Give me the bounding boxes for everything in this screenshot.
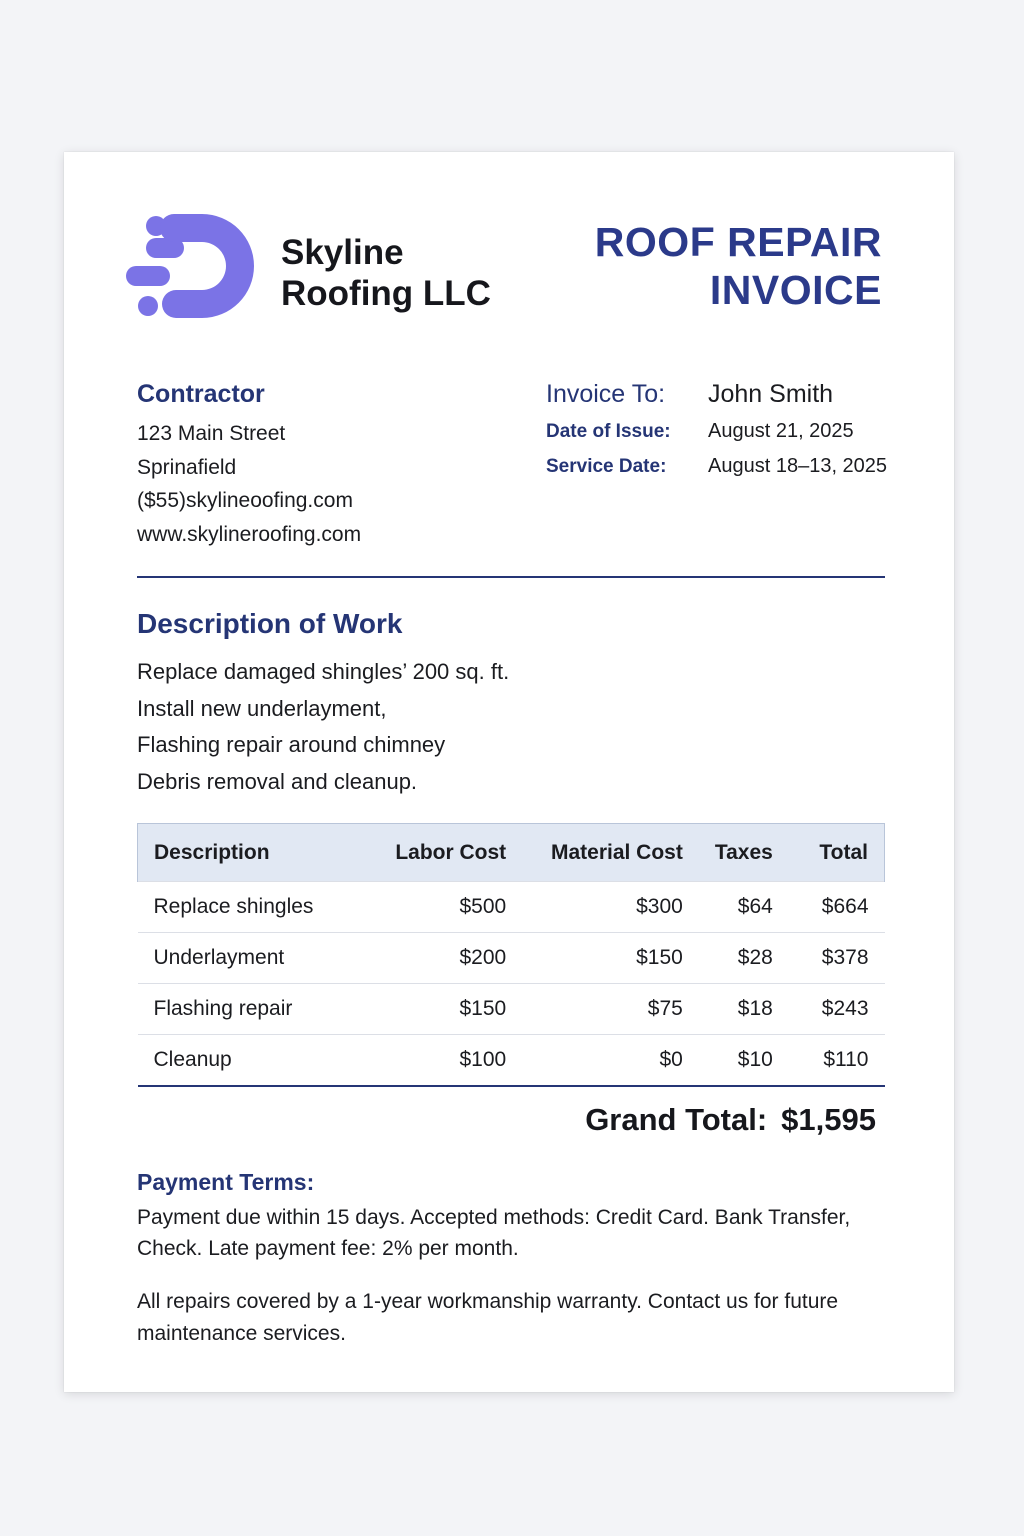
cell-total: $664 (789, 882, 885, 933)
column-header-taxes: Taxes (699, 824, 789, 882)
cell-taxes: $18 (699, 984, 789, 1035)
issue-date-value: August 21, 2025 (708, 420, 854, 442)
table-row (138, 984, 885, 1035)
service-date-label: Service Date: (546, 456, 667, 477)
column-header-total: Total (789, 824, 885, 882)
invoice-title-line2: INVOICE (709, 267, 882, 313)
contractor-website: www.skylineroofing.com (137, 522, 362, 546)
grand-total-label: Grand Total: (585, 1102, 768, 1137)
warranty-text: All repairs covered by a 1-year workmanship warranty. Contact us for future maintenance services. (137, 1290, 839, 1345)
company-name-line2: Roofing LLC (281, 274, 491, 313)
cell-material: $75 (522, 984, 699, 1035)
cell-taxes: $10 (699, 1035, 789, 1087)
cell-description: Replace shingles (138, 882, 344, 933)
cell-material: $0 (522, 1035, 699, 1087)
section-divider (137, 576, 885, 578)
contractor-heading: Contractor (137, 380, 265, 408)
invoice-to-value: John Smith (708, 380, 834, 408)
work-item: Replace damaged shingles’ 200 sq. ft. (137, 659, 510, 684)
cell-taxes: $28 (699, 933, 789, 984)
table-row (138, 933, 885, 984)
cost-table-wrapper (137, 823, 885, 1087)
cell-description: Underlayment (138, 933, 344, 984)
company-name-line1: Skyline (281, 233, 404, 272)
column-header-material: Material Cost (522, 824, 699, 882)
cell-taxes: $64 (699, 882, 789, 933)
invoice-title (595, 218, 882, 314)
cell-material: $300 (522, 882, 699, 933)
cell-total: $243 (789, 984, 885, 1035)
issue-date-label: Date of Issue: (546, 421, 671, 442)
work-item: Debris removal and cleanup. (137, 768, 418, 794)
grand-total-value: $1,595 (781, 1102, 876, 1137)
contractor-city: Sprinafield (137, 455, 237, 479)
company-name (281, 232, 491, 314)
cell-total: $110 (789, 1035, 885, 1087)
payment-terms-heading: Payment Terms: (137, 1169, 315, 1195)
cell-labor: $200 (343, 933, 522, 984)
work-item: Install new underlayment, (137, 695, 387, 721)
cost-table (137, 823, 885, 1087)
work-item: Flashing repair around chimney (137, 732, 446, 757)
cell-description: Flashing repair (138, 984, 344, 1035)
table-row (138, 1035, 885, 1087)
column-header-labor: Labor Cost (343, 824, 522, 882)
column-header-description: Description (138, 824, 344, 882)
grand-total (585, 1102, 876, 1138)
contractor-contact: ($55)skylineoofing.com (137, 489, 353, 512)
cell-labor: $100 (343, 1035, 522, 1087)
invoice-sheet (64, 152, 954, 1392)
cell-labor: $500 (343, 882, 522, 933)
contractor-details (137, 417, 361, 551)
cell-total: $378 (789, 933, 885, 984)
contractor-address: 123 Main Street (137, 422, 286, 445)
table-row (138, 882, 885, 933)
stylized-d-logo-icon (126, 214, 256, 320)
work-list (137, 654, 509, 800)
cell-material: $150 (522, 933, 699, 984)
work-description-heading: Description of Work (137, 608, 403, 639)
service-date-value: August 18–13, 2025 (708, 455, 888, 477)
invoice-to-label: Invoice To: (546, 380, 666, 408)
invoice-title-line1: ROOF REPAIR (594, 219, 882, 265)
payment-terms-text: Payment due within 15 days. Accepted methods: Credit Card. Bank Transfer, Check. Late payment fee: 2% per month. (137, 1206, 851, 1260)
cell-labor: $150 (343, 984, 522, 1035)
table-header-row (138, 824, 885, 882)
cell-description: Cleanup (138, 1035, 344, 1087)
